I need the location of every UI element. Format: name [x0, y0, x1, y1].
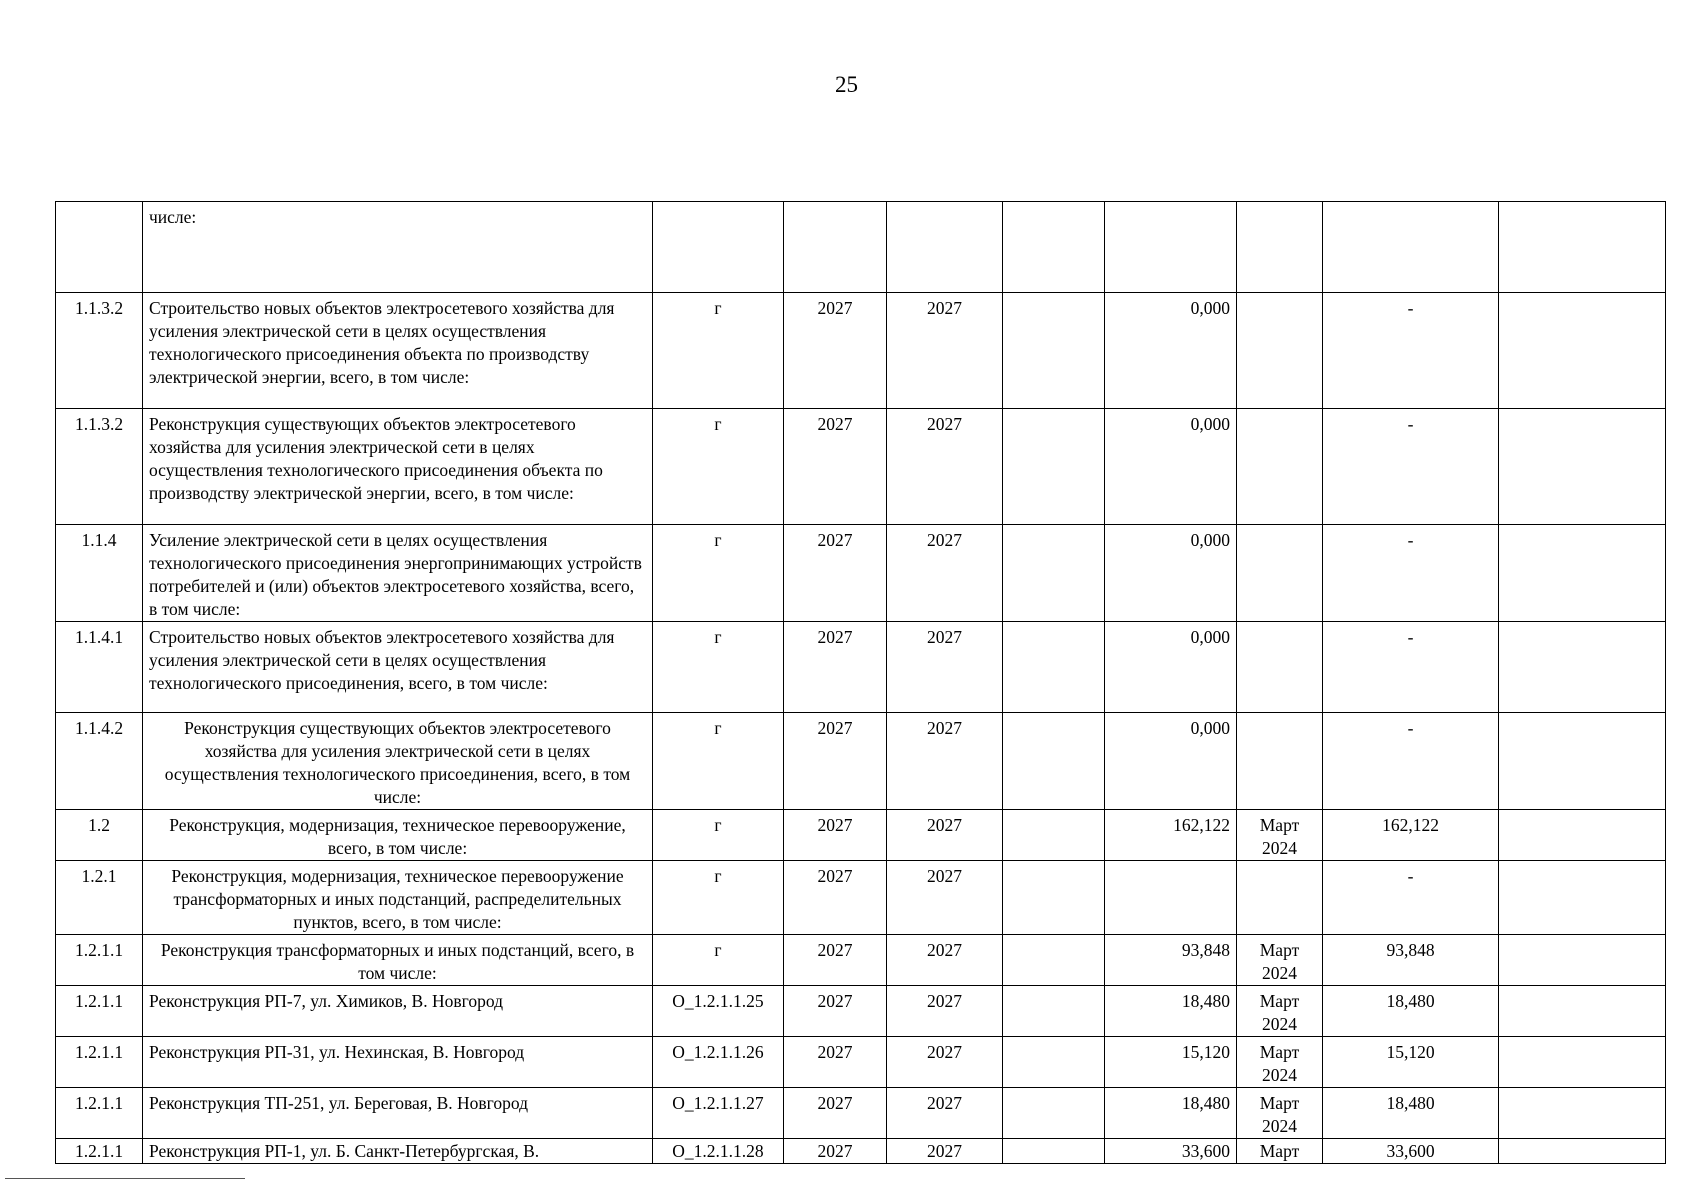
- table-row: [56, 861, 1666, 935]
- row-year-end: 2027: [887, 1088, 1003, 1139]
- row-code: г: [653, 810, 784, 861]
- row-value-2: -: [1323, 409, 1499, 525]
- row-number: 1.2.1.1: [56, 1088, 143, 1139]
- row-empty-cell: [1499, 202, 1666, 293]
- row-value: 0,000: [1105, 409, 1237, 525]
- row-year-end: 2027: [887, 935, 1003, 986]
- row-name: Усиление электрической сети в целях осуществления технологического присоединения энергопринимающих устройств потребителей и (или) объектов электросетевого хозяйства, всего, в том числе:: [143, 525, 653, 622]
- row-name: числе:: [143, 202, 653, 293]
- row-year-start: 2027: [784, 293, 887, 409]
- row-year-end: 2027: [887, 713, 1003, 810]
- row-value: 0,000: [1105, 525, 1237, 622]
- row-code: О_1.2.1.1.27: [653, 1088, 784, 1139]
- row-year-end: 2027: [887, 861, 1003, 935]
- row-number: 1.2.1.1: [56, 935, 143, 986]
- table-row: [56, 1139, 1666, 1164]
- row-value-2: [1323, 202, 1499, 293]
- row-value: [1105, 202, 1237, 293]
- row-value-2: 162,122: [1323, 810, 1499, 861]
- row-year-end: 2027: [887, 622, 1003, 713]
- row-name: Реконструкция, модернизация, техническое перевооружение трансформаторных и иных подстанций, распределительных пунктов, всего, в том числе:: [143, 861, 653, 935]
- row-date: [1237, 293, 1323, 409]
- row-year-start: 2027: [784, 986, 887, 1037]
- row-empty-cell: [1003, 935, 1105, 986]
- row-code: [653, 202, 784, 293]
- row-date: [1237, 409, 1323, 525]
- row-date: Март 2024: [1237, 986, 1323, 1037]
- row-name: Строительство новых объектов электросетевого хозяйства для усиления электрической сети в целях осуществления технологического присоединения, всего, в том числе:: [143, 622, 653, 713]
- page-number: 25: [835, 72, 858, 97]
- row-value-2: 15,120: [1323, 1037, 1499, 1088]
- row-number: 1.1.4: [56, 525, 143, 622]
- row-year-start: 2027: [784, 935, 887, 986]
- row-year-end: 2027: [887, 986, 1003, 1037]
- row-value: 0,000: [1105, 622, 1237, 713]
- row-value: 15,120: [1105, 1037, 1237, 1088]
- row-value-2: -: [1323, 713, 1499, 810]
- row-name: Строительство новых объектов электросетевого хозяйства для усиления электрической сети в целях осуществления технологического присоединения объекта по производству электрической энергии, всего, в том числе:: [143, 293, 653, 409]
- row-year-end: 2027: [887, 810, 1003, 861]
- table-row: [56, 293, 1666, 409]
- row-empty-cell: [1003, 409, 1105, 525]
- footer-divider: [5, 1178, 245, 1179]
- row-code: г: [653, 622, 784, 713]
- row-year-end: 2027: [887, 1139, 1003, 1164]
- table-row: [56, 1037, 1666, 1088]
- investment-program-table: [55, 201, 1666, 1164]
- row-year-end: [887, 202, 1003, 293]
- row-code: О_1.2.1.1.25: [653, 986, 784, 1037]
- row-empty-cell: [1003, 861, 1105, 935]
- row-date: [1237, 525, 1323, 622]
- row-number: [56, 202, 143, 293]
- row-name: Реконструкция РП-7, ул. Химиков, В. Новгород: [143, 986, 653, 1037]
- row-name: Реконструкция существующих объектов электросетевого хозяйства для усиления электрической сети в целях осуществления технологического присоединения, всего, в том числе:: [143, 713, 653, 810]
- row-code: г: [653, 861, 784, 935]
- row-value: 18,480: [1105, 986, 1237, 1037]
- row-number: 1.1.4.1: [56, 622, 143, 713]
- row-empty-cell: [1003, 293, 1105, 409]
- row-code: г: [653, 409, 784, 525]
- row-date: [1237, 202, 1323, 293]
- row-value: 162,122: [1105, 810, 1237, 861]
- row-code: г: [653, 293, 784, 409]
- table-row: [56, 622, 1666, 713]
- row-number: 1.1.4.2: [56, 713, 143, 810]
- table-row: [56, 810, 1666, 861]
- row-number: 1.2.1.1: [56, 1139, 143, 1164]
- row-value-2: -: [1323, 293, 1499, 409]
- row-value-2: 93,848: [1323, 935, 1499, 986]
- row-empty-cell: [1499, 1139, 1666, 1164]
- row-code: г: [653, 713, 784, 810]
- row-number: 1.2.1.1: [56, 1037, 143, 1088]
- row-name: Реконструкция ТП-251, ул. Береговая, В. Новгород: [143, 1088, 653, 1139]
- table-row: [56, 1088, 1666, 1139]
- row-value: [1105, 861, 1237, 935]
- row-date: Март 2024: [1237, 810, 1323, 861]
- row-empty-cell: [1499, 525, 1666, 622]
- row-empty-cell: [1003, 622, 1105, 713]
- row-code: О_1.2.1.1.28: [653, 1139, 784, 1164]
- row-value-2: -: [1323, 861, 1499, 935]
- row-year-end: 2027: [887, 409, 1003, 525]
- row-empty-cell: [1003, 810, 1105, 861]
- row-empty-cell: [1499, 293, 1666, 409]
- table-row: [56, 525, 1666, 622]
- row-empty-cell: [1003, 1088, 1105, 1139]
- table-row: [56, 713, 1666, 810]
- row-value-2: 33,600: [1323, 1139, 1499, 1164]
- row-year-end: 2027: [887, 1037, 1003, 1088]
- row-number: 1.1.3.2: [56, 293, 143, 409]
- row-empty-cell: [1499, 986, 1666, 1037]
- row-year-start: 2027: [784, 713, 887, 810]
- row-number: 1.2.1: [56, 861, 143, 935]
- row-year-end: 2027: [887, 293, 1003, 409]
- table-row: [56, 935, 1666, 986]
- row-empty-cell: [1003, 1139, 1105, 1164]
- row-year-end: 2027: [887, 525, 1003, 622]
- row-date: [1237, 622, 1323, 713]
- row-value: 93,848: [1105, 935, 1237, 986]
- row-empty-cell: [1499, 1088, 1666, 1139]
- row-year-start: 2027: [784, 861, 887, 935]
- row-value-2: 18,480: [1323, 986, 1499, 1037]
- row-empty-cell: [1499, 1037, 1666, 1088]
- row-year-start: 2027: [784, 409, 887, 525]
- row-empty-cell: [1499, 622, 1666, 713]
- row-value: 33,600: [1105, 1139, 1237, 1164]
- row-date: Март 2024: [1237, 935, 1323, 986]
- row-date: [1237, 861, 1323, 935]
- row-name: Реконструкция существующих объектов электросетевого хозяйства для усиления электрической сети в целях осуществления технологического присоединения объекта по производству электрической энергии, всего, в том числе:: [143, 409, 653, 525]
- row-date: Март: [1237, 1139, 1323, 1164]
- row-value-2: -: [1323, 525, 1499, 622]
- row-name: Реконструкция трансформаторных и иных подстанций, всего, в том числе:: [143, 935, 653, 986]
- row-number: 1.2: [56, 810, 143, 861]
- row-number: 1.2.1.1: [56, 986, 143, 1037]
- row-year-start: 2027: [784, 1037, 887, 1088]
- row-date: [1237, 713, 1323, 810]
- row-year-start: 2027: [784, 622, 887, 713]
- row-value: 18,480: [1105, 1088, 1237, 1139]
- table-row: [56, 986, 1666, 1037]
- row-empty-cell: [1003, 1037, 1105, 1088]
- row-date: Март 2024: [1237, 1037, 1323, 1088]
- row-year-start: [784, 202, 887, 293]
- row-empty-cell: [1499, 409, 1666, 525]
- row-code: г: [653, 935, 784, 986]
- row-empty-cell: [1003, 525, 1105, 622]
- table-row: [56, 409, 1666, 525]
- row-value-2: -: [1323, 622, 1499, 713]
- row-empty-cell: [1003, 713, 1105, 810]
- row-empty-cell: [1499, 810, 1666, 861]
- row-year-start: 2027: [784, 525, 887, 622]
- row-value: 0,000: [1105, 713, 1237, 810]
- row-value-2: 18,480: [1323, 1088, 1499, 1139]
- row-code: г: [653, 525, 784, 622]
- row-empty-cell: [1003, 202, 1105, 293]
- row-name: Реконструкция РП-1, ул. Б. Санкт-Петербургская, В.: [143, 1139, 653, 1164]
- row-empty-cell: [1499, 861, 1666, 935]
- row-value: 0,000: [1105, 293, 1237, 409]
- table-row: [56, 202, 1666, 293]
- row-year-start: 2027: [784, 1139, 887, 1164]
- row-empty-cell: [1003, 986, 1105, 1037]
- row-number: 1.1.3.2: [56, 409, 143, 525]
- row-empty-cell: [1499, 713, 1666, 810]
- row-date: Март 2024: [1237, 1088, 1323, 1139]
- row-empty-cell: [1499, 935, 1666, 986]
- row-year-start: 2027: [784, 1088, 887, 1139]
- row-year-start: 2027: [784, 810, 887, 861]
- row-name: Реконструкция, модернизация, техническое перевооружение, всего, в том числе:: [143, 810, 653, 861]
- row-name: Реконструкция РП-31, ул. Нехинская, В. Новгород: [143, 1037, 653, 1088]
- row-code: О_1.2.1.1.26: [653, 1037, 784, 1088]
